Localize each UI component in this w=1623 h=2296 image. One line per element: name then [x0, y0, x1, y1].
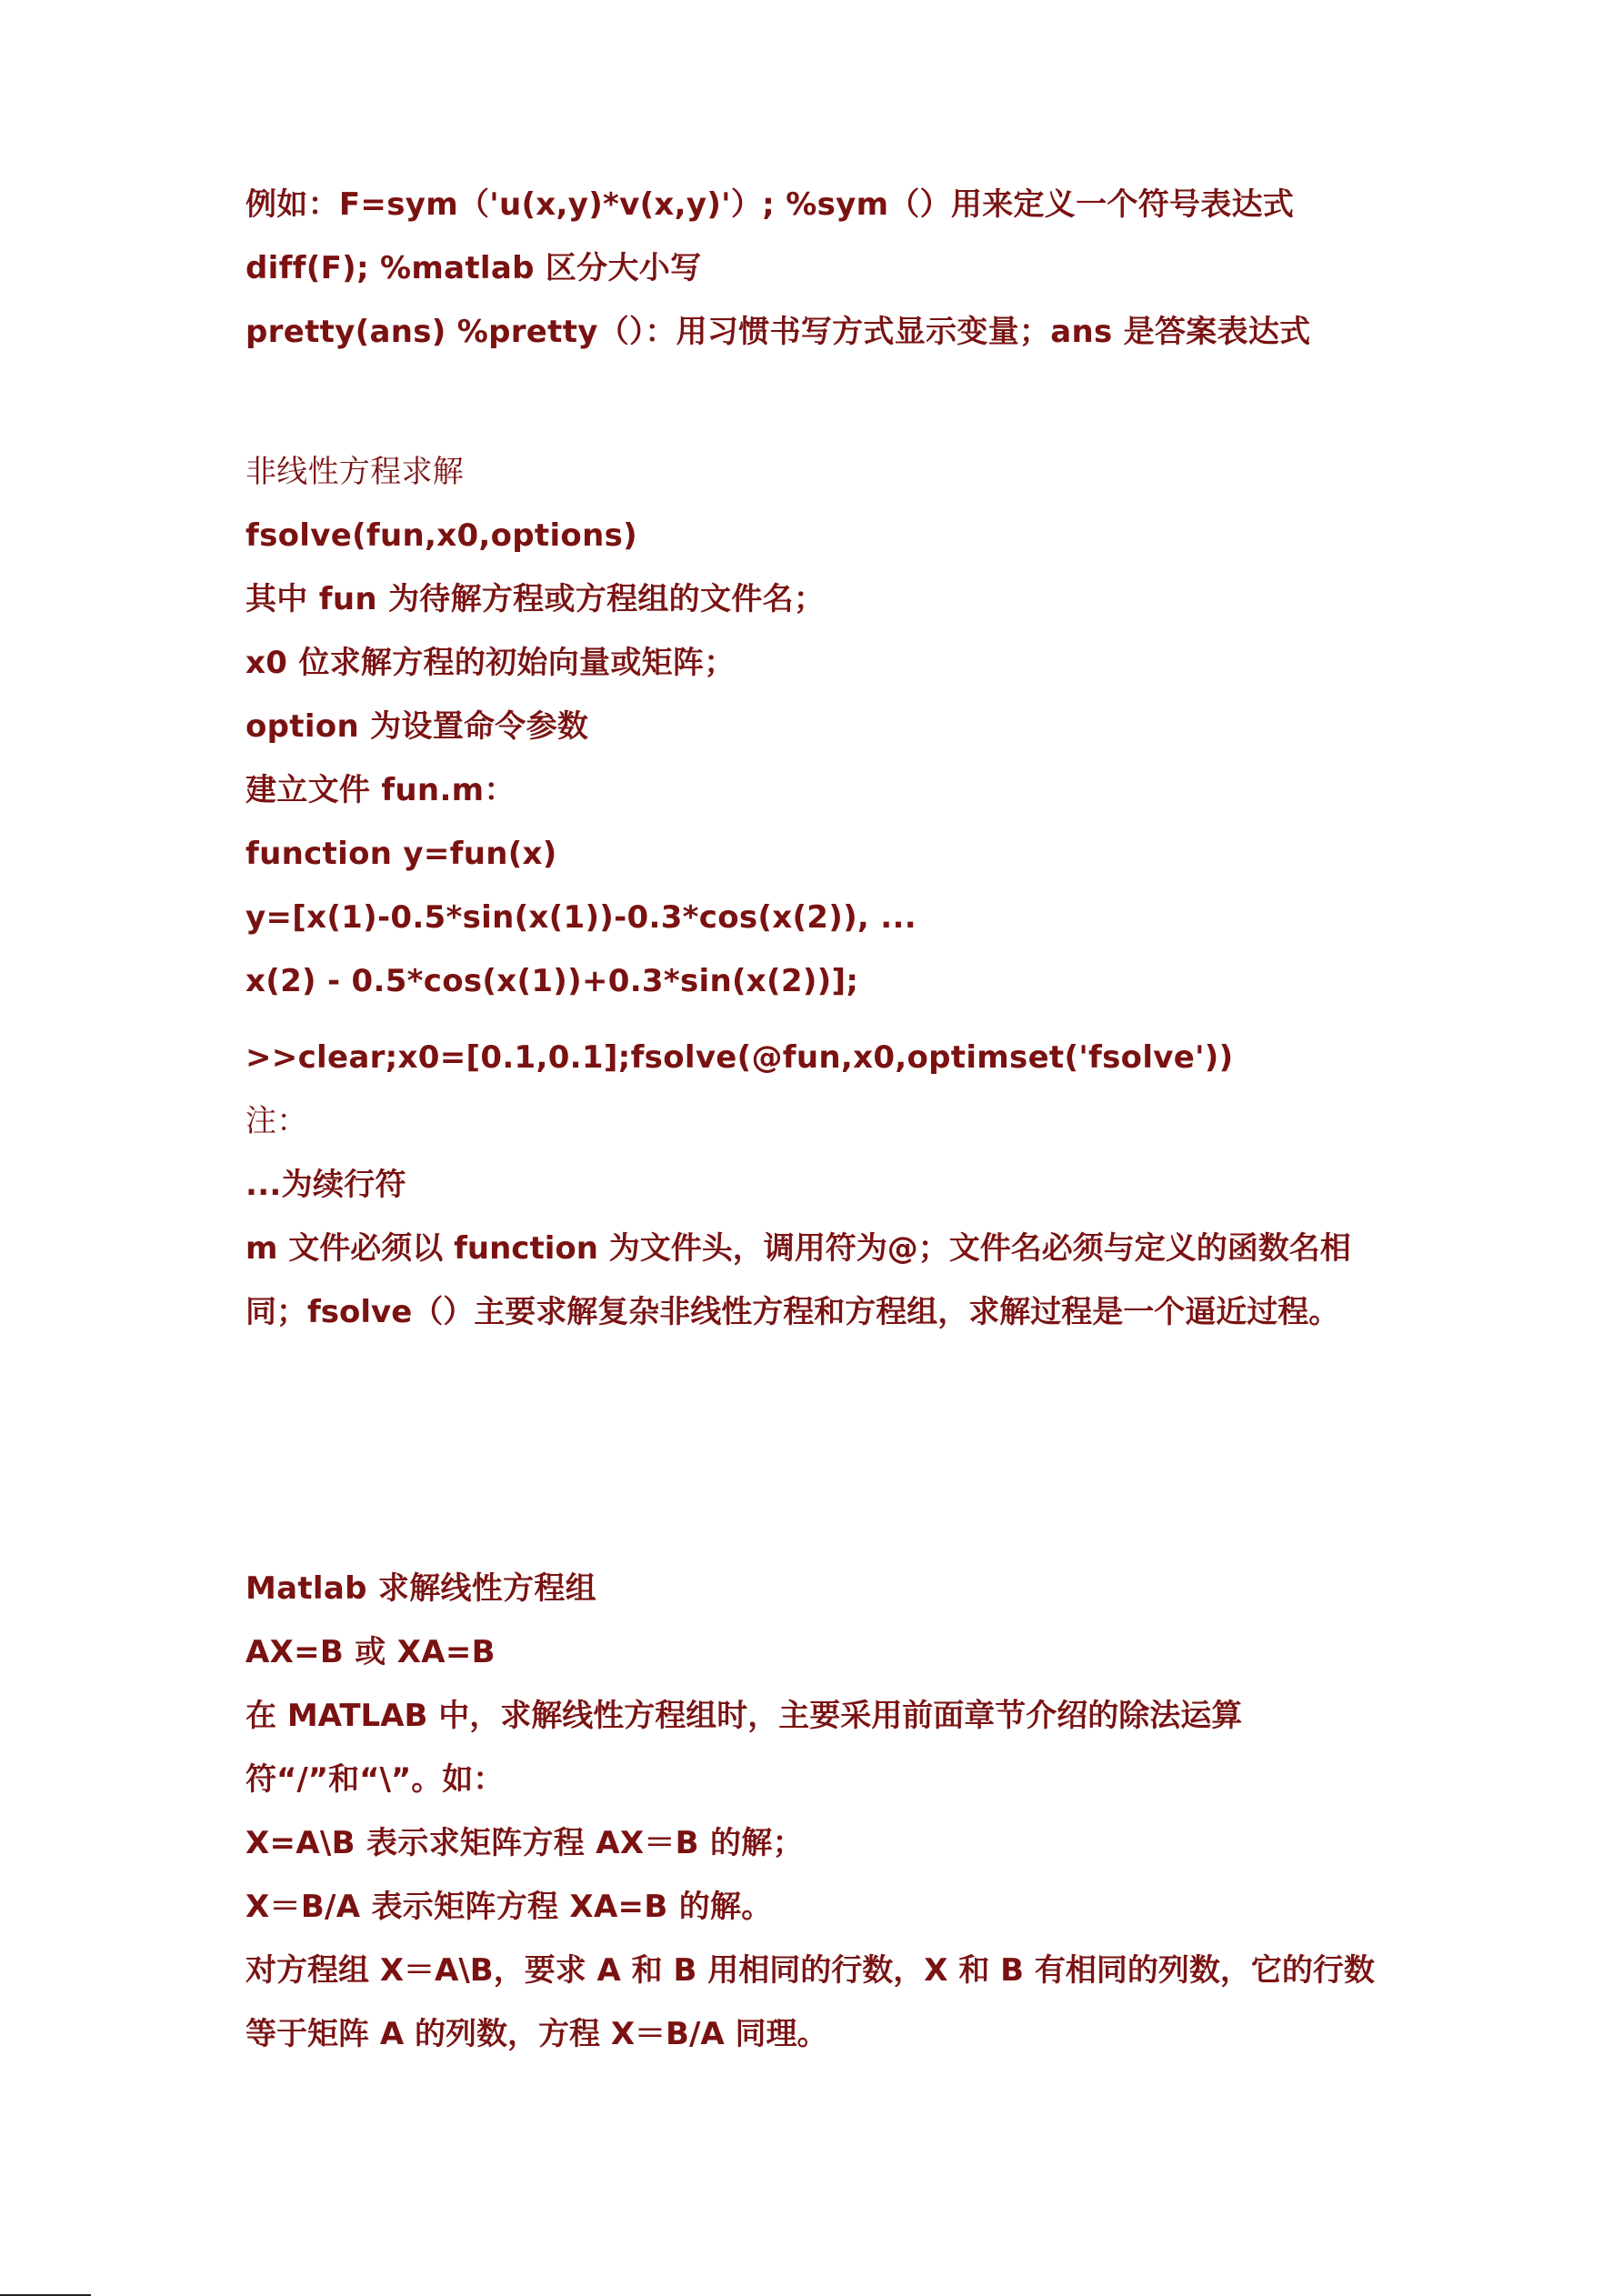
fsolve-signature: fsolve(fun,x0,options)	[245, 517, 637, 554]
note-label: 注：	[245, 1103, 308, 1139]
create-file-line: 建立文件 fun.m：	[245, 772, 516, 808]
left-division-line: X=A\B 表示求矩阵方程 AX＝B 的解；	[245, 1825, 804, 1861]
diff-line: diff(F); %matlab 区分大小写	[245, 250, 702, 286]
x0-description: x0 位求解方程的初始向量或矩阵；	[245, 645, 736, 681]
code-line-2: x(2) - 0.5*cos(x(1))+0.3*sin(x(2))];	[245, 963, 859, 999]
function-header-line: function y=fun(x)	[245, 836, 557, 872]
spacer	[245, 1344, 1391, 1557]
sym-example-line: 例如：F=sym（'u(x,y)*v(x,y)'）; %sym（）用来定义一个符号表达式	[245, 186, 1295, 223]
m-file-note-paragraph: m 文件必须以 function 为文件头，调用符为@；文件名必须与定义的函数名相同；fsolve（）主要求解复杂非线性方程和方程组，求解过程是一个逼近过程。	[245, 1230, 1351, 1330]
ax-b-line: AX=B 或 XA=B	[245, 1634, 496, 1670]
dimension-requirement-paragraph: 对方程组 X＝A\B，要求 A 和 B 用相同的行数，X 和 B 有相同的列数，它的行数等于矩阵 A 的列数，方程 X＝B/A 同理。	[245, 1952, 1375, 2052]
pretty-line: pretty(ans) %pretty（）：用习惯书写方式显示变量；ans 是答案表达式	[245, 314, 1311, 350]
division-operator-paragraph: 在 MATLAB 中，求解线性方程组时，主要采用前面章节介绍的除法运算符“/”和“\”。如：	[245, 1698, 1243, 1798]
linear-section-title: Matlab 求解线性方程组	[245, 1570, 597, 1607]
right-division-line: X＝B/A 表示矩阵方程 XA=B 的解。	[245, 1889, 773, 1925]
spacer	[245, 364, 1391, 440]
fun-description: 其中 fun 为待解方程或方程组的文件名；	[245, 581, 826, 617]
code-line-1: y=[x(1)-0.5*sin(x(1))-0.3*cos(x(2)), ...	[245, 899, 917, 936]
spacer	[245, 1013, 1391, 1026]
document-content	[245, 173, 1391, 2066]
option-description: option 为设置命令参数	[245, 708, 589, 745]
fsolve-command-line: >>clear;x0=[0.1,0.1];fsolve(@fun,x0,optimset('fsolve'))	[245, 1039, 1234, 1076]
nonlinear-section-title: 非线性方程求解	[245, 454, 465, 490]
continuation-note: ...为续行符	[245, 1167, 406, 1203]
